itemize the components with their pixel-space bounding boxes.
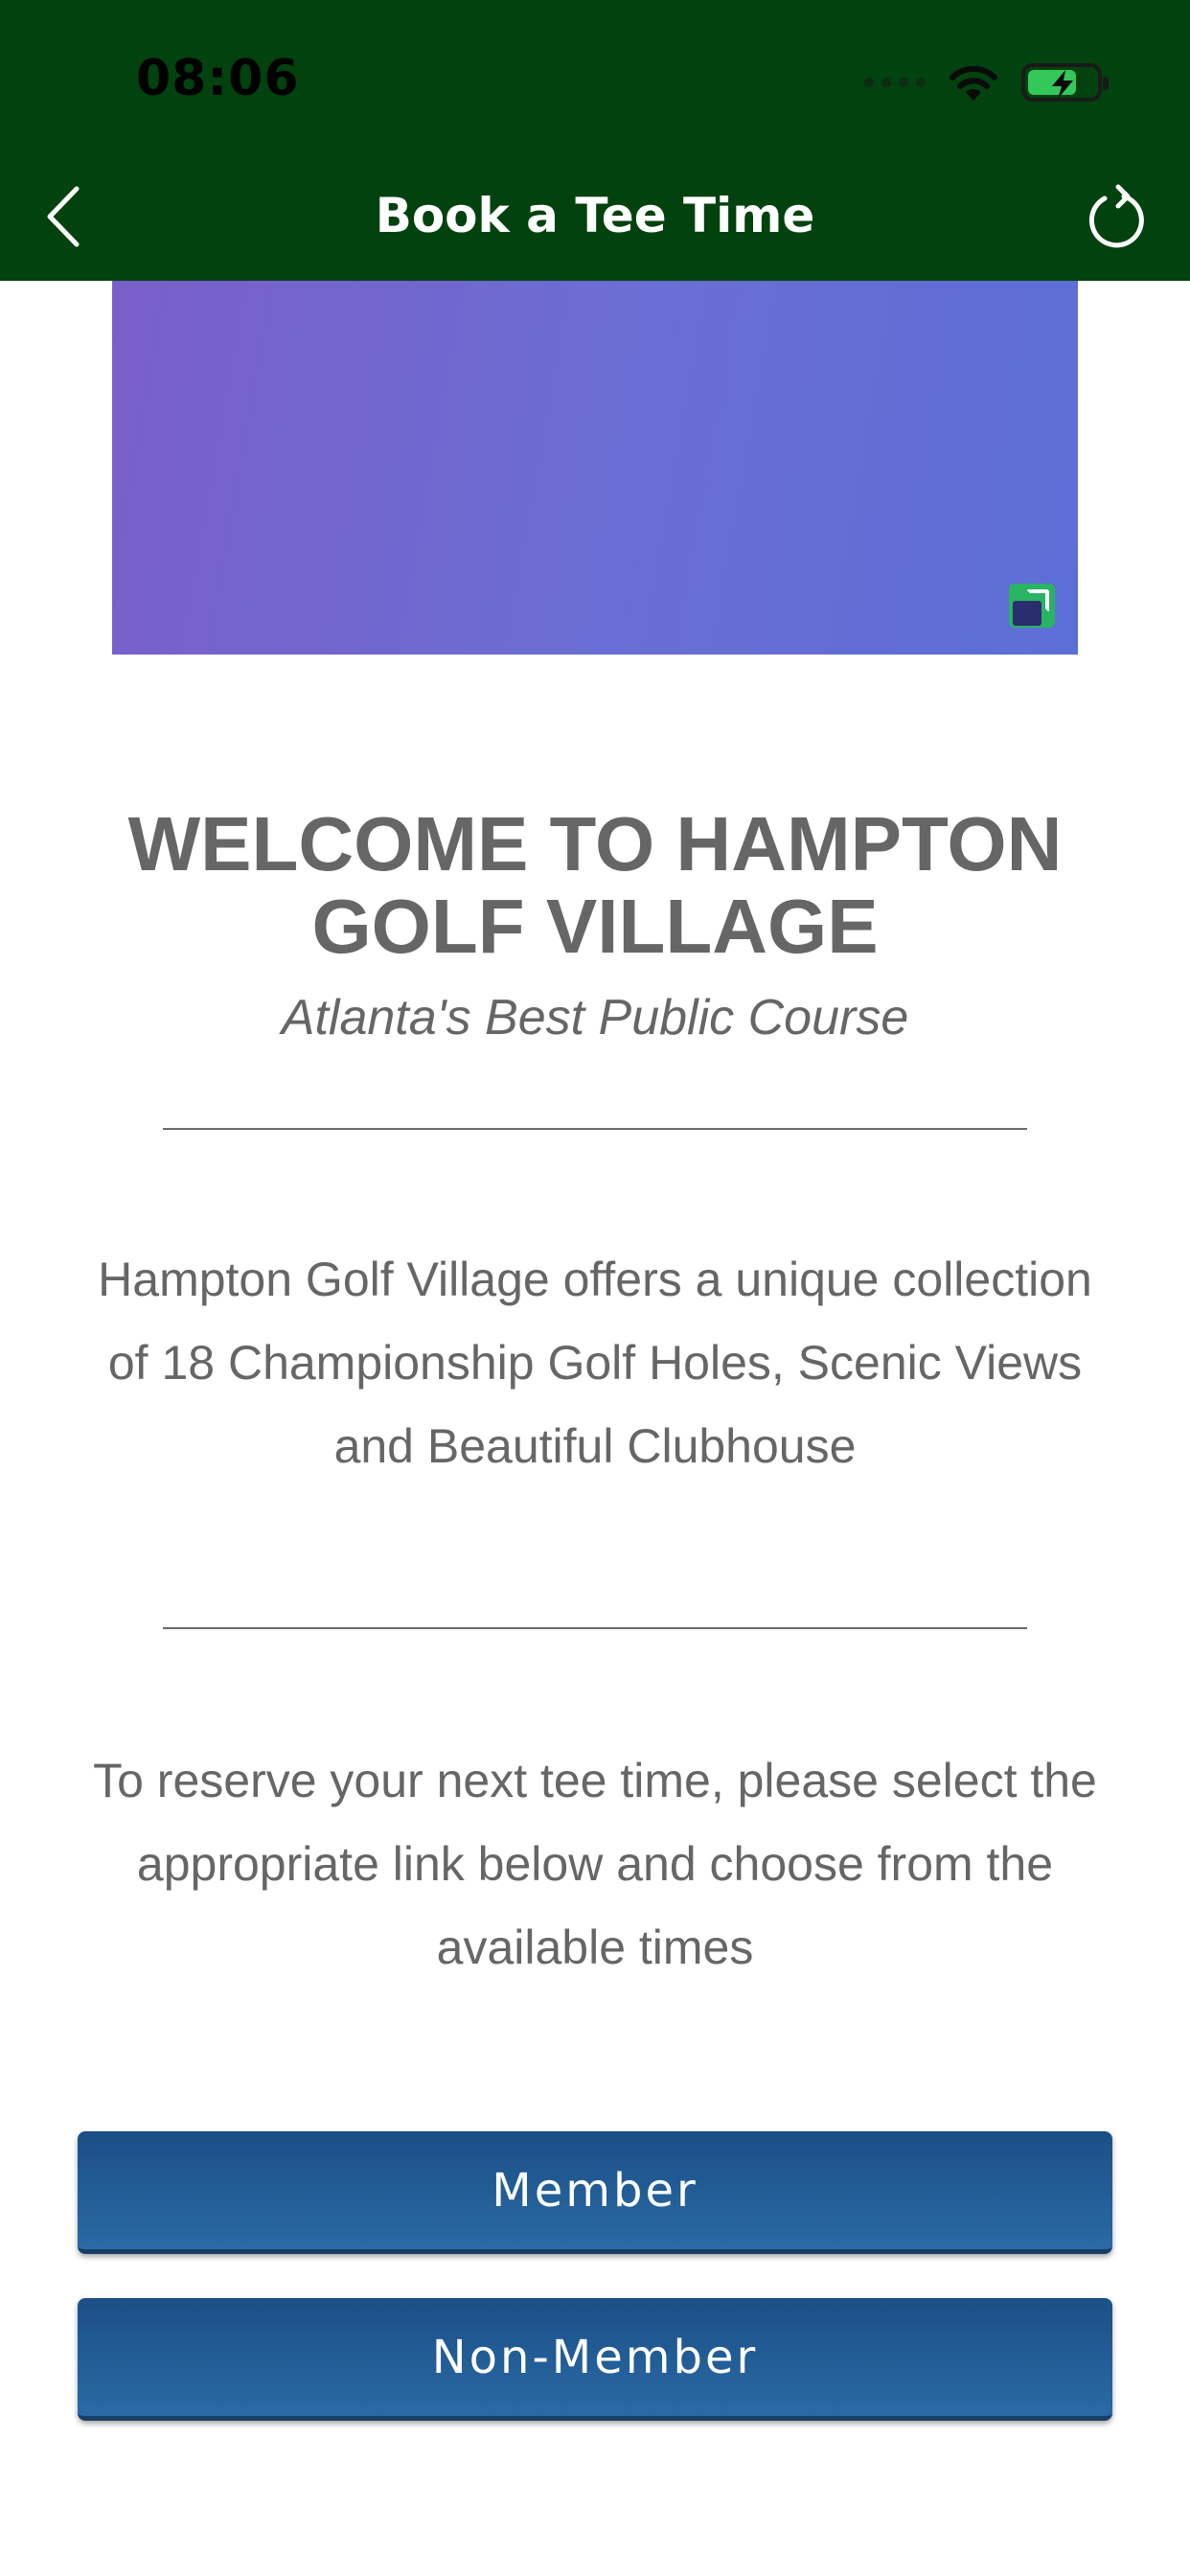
wifi-icon <box>947 62 1000 103</box>
battery-charging-icon <box>1021 63 1102 102</box>
welcome-heading: WELCOME TO HAMPTON GOLF VILLAGE <box>127 801 1063 969</box>
divider <box>163 1128 1027 1130</box>
non-member-button[interactable]: Non-Member <box>78 2298 1112 2421</box>
subtitle: Atlanta's Best Public Course <box>281 990 909 1046</box>
booking-instructions: To reserve your next tee time, please select the appropriate link below and choose from the available times <box>93 1754 1097 1974</box>
refresh-icon <box>1086 183 1147 250</box>
member-button[interactable]: Member <box>78 2131 1112 2254</box>
status-time: 08:06 <box>136 50 300 107</box>
status-icons <box>864 58 1102 107</box>
ad-choices-icon[interactable] <box>1009 584 1055 628</box>
banner-image <box>112 281 1078 655</box>
divider <box>163 1627 1027 1629</box>
app-header <box>0 0 1190 281</box>
page-title: Book a Tee Time <box>375 188 815 243</box>
cellular-signal-icon <box>864 78 926 87</box>
course-description: Hampton Golf Village offers a unique collection of 18 Championship Golf Holes, Scenic Views and Beautiful Clubhouse <box>98 1253 1092 1473</box>
refresh-button[interactable] <box>1081 178 1152 255</box>
